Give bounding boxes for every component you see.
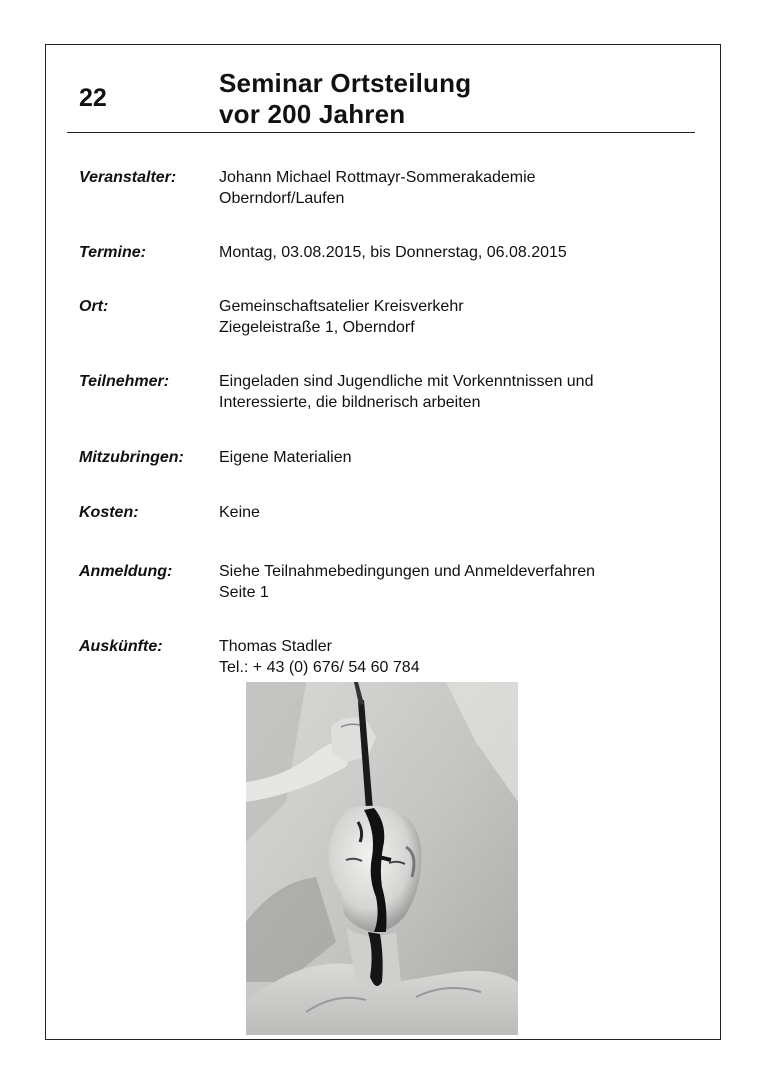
info-value	[219, 296, 689, 338]
info-value-line: Eingeladen sind Jugendliche mit Vorkenntnissen und	[219, 373, 594, 390]
info-value-line: Siehe Teilnahmebedingungen und Anmeldeverfahren	[219, 563, 595, 580]
info-value-line: Tel.: + 43 (0) 676/ 54 60 784	[219, 659, 420, 676]
info-value	[219, 371, 689, 413]
info-value-line: Montag, 03.08.2015, bis Donnerstag, 06.08.2015	[219, 244, 567, 261]
info-value-line: Thomas Stadler	[219, 638, 332, 655]
page-number: 22	[79, 84, 107, 112]
artwork-photo	[246, 682, 518, 1035]
info-value	[219, 447, 689, 468]
title-line-2: vor 200 Jahren	[219, 99, 406, 129]
info-value	[219, 561, 689, 603]
info-value-line: Eigene Materialien	[219, 449, 352, 466]
info-label: Kosten:	[79, 504, 139, 521]
info-label: Termine:	[79, 244, 146, 261]
info-label: Teilnehmer:	[79, 373, 170, 390]
info-value-line: Gemeinschaftsatelier Kreisverkehr	[219, 298, 464, 315]
info-label: Auskünfte:	[79, 638, 163, 655]
info-value	[219, 502, 689, 523]
info-value	[219, 167, 689, 209]
page-title	[219, 68, 471, 130]
title-divider	[67, 132, 695, 133]
info-value-line: Ziegeleistraße 1, Oberndorf	[219, 319, 415, 336]
info-value-line: Interessierte, die bildnerisch arbeiten	[219, 394, 481, 411]
info-value-line: Johann Michael Rottmayr-Sommerakademie	[219, 169, 536, 186]
info-value-line: Keine	[219, 504, 260, 521]
info-label: Anmeldung:	[79, 563, 173, 580]
info-label: Mitzubringen:	[79, 449, 184, 466]
info-label: Veranstalter:	[79, 169, 177, 186]
info-value	[219, 636, 689, 678]
info-value	[219, 242, 689, 263]
title-line-1: Seminar Ortsteilung	[219, 68, 472, 98]
info-value-line: Oberndorf/Laufen	[219, 190, 345, 207]
info-value-line: Seite 1	[219, 584, 269, 601]
info-label: Ort:	[79, 298, 109, 315]
